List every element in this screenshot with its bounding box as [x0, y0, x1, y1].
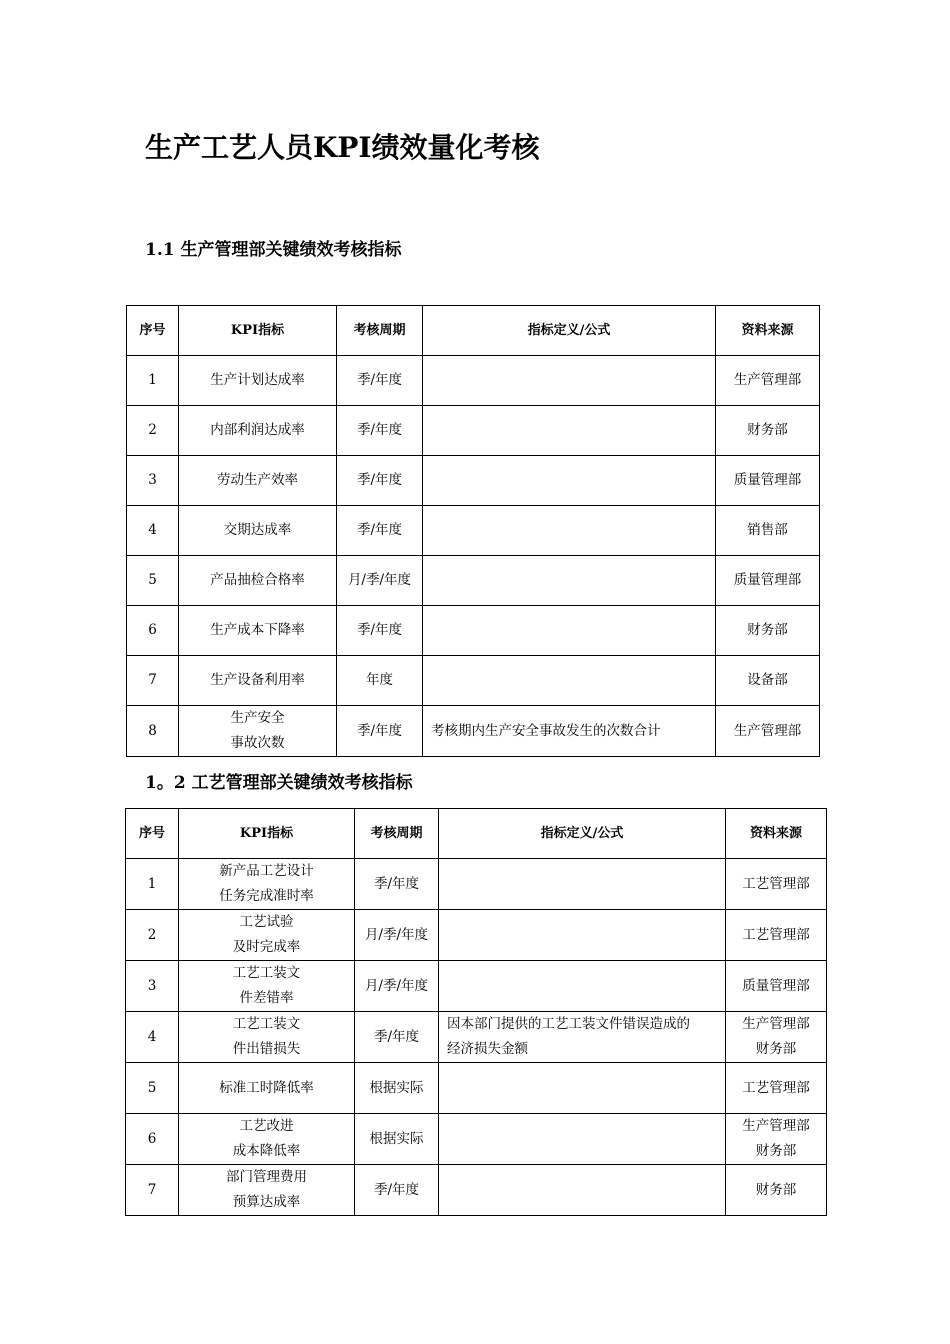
data-source-line: 生产管理部 [742, 1016, 810, 1032]
row-number: 2 [127, 406, 179, 456]
table-row [126, 1114, 827, 1165]
kpi-name-line: 劳动生产效率 [217, 472, 298, 488]
data-source-line: 工艺管理部 [742, 1079, 810, 1096]
kpi-name [179, 859, 355, 910]
kpi-definition [423, 706, 716, 757]
row-number: 7 [127, 656, 179, 706]
data-source-line: 财务部 [747, 622, 788, 638]
table-row [127, 706, 820, 757]
assessment-period: 季/年度 [337, 506, 423, 556]
header-no: 序号 [126, 809, 179, 859]
data-source-line: 工艺管理部 [742, 926, 810, 943]
production-kpi-table [126, 305, 820, 757]
table-row [127, 356, 820, 406]
section-heading-process: 1。2 工艺管理部关键绩效考核指标 [145, 773, 413, 793]
kpi-definition-line: 考核期内生产安全事故发生的次数合计 [431, 722, 661, 739]
kpi-definition [439, 1165, 726, 1216]
row-number: 3 [127, 456, 179, 506]
kpi-name-line: 生产安全 [230, 710, 285, 726]
kpi-definition [439, 859, 726, 910]
kpi-definition [423, 506, 716, 556]
data-source [716, 356, 820, 406]
data-source-line: 生产管理部 [733, 722, 802, 739]
header-source: 资料来源 [716, 306, 820, 356]
row-number: 7 [126, 1165, 179, 1216]
data-source [726, 859, 827, 910]
header-period: 考核周期 [337, 306, 423, 356]
data-source [716, 456, 820, 506]
header-source: 资料来源 [726, 809, 827, 859]
header-definition: 指标定义/公式 [423, 306, 716, 356]
kpi-name-line: 生产成本下降率 [210, 622, 305, 638]
row-number: 4 [127, 506, 179, 556]
kpi-name-line: 交期达成率 [223, 522, 292, 538]
data-source-line: 财务部 [755, 1041, 797, 1057]
row-number: 6 [126, 1114, 179, 1165]
kpi-name-line: 件出错损失 [232, 1041, 301, 1057]
kpi-definition-line: 因本部门提供的工艺工装文件错误造成的 [447, 1016, 690, 1032]
table-row [126, 1063, 827, 1114]
table-row [126, 910, 827, 961]
data-source [726, 910, 827, 961]
data-source [726, 961, 827, 1012]
assessment-period: 根据实际 [355, 1114, 439, 1165]
data-source [726, 1063, 827, 1114]
table-row [126, 859, 827, 910]
row-number: 2 [126, 910, 179, 961]
data-source [716, 556, 820, 606]
table-header-row [126, 809, 827, 859]
kpi-name-line: 产品抽检合格率 [210, 572, 305, 588]
header-no: 序号 [127, 306, 179, 356]
assessment-period: 季/年度 [355, 1012, 439, 1063]
table-row [127, 406, 820, 456]
header-definition: 指标定义/公式 [439, 809, 726, 859]
data-source [716, 606, 820, 656]
data-source [716, 506, 820, 556]
kpi-definition [423, 656, 716, 706]
kpi-name [179, 506, 337, 556]
kpi-definition-line: 经济损失金额 [447, 1041, 528, 1057]
table-row [127, 506, 820, 556]
kpi-name-line: 工艺试验 [239, 914, 294, 930]
header-period: 考核周期 [355, 809, 439, 859]
kpi-definition [423, 406, 716, 456]
data-source-line: 财务部 [747, 422, 788, 438]
data-source [716, 406, 820, 456]
table-row [126, 961, 827, 1012]
kpi-name-line: 工艺工装文 [232, 1016, 301, 1032]
data-source-line: 质量管理部 [733, 472, 802, 488]
header-kpi: KPI指标 [179, 809, 355, 859]
table-row [126, 1165, 827, 1216]
assessment-period: 月/季/年度 [355, 910, 439, 961]
assessment-period: 年度 [337, 656, 423, 706]
kpi-name [179, 1165, 355, 1216]
assessment-period: 季/年度 [337, 406, 423, 456]
process-kpi-table [125, 808, 827, 1216]
kpi-name-line: 工艺工装文 [232, 965, 301, 981]
kpi-name [179, 406, 337, 456]
production-kpi-body [127, 306, 820, 757]
kpi-name [179, 910, 355, 961]
kpi-name-line: 新产品工艺设计 [219, 863, 314, 879]
document-title: 生产工艺人员KPI绩效量化考核 [145, 131, 540, 164]
table-row [127, 606, 820, 656]
kpi-definition [423, 456, 716, 506]
kpi-name-line: 成本降低率 [232, 1143, 301, 1159]
kpi-definition [439, 961, 726, 1012]
assessment-period: 季/年度 [355, 859, 439, 910]
assessment-period: 季/年度 [337, 706, 423, 757]
assessment-period: 季/年度 [337, 606, 423, 656]
data-source-line: 工艺管理部 [742, 875, 810, 892]
kpi-name [179, 961, 355, 1012]
kpi-name-line: 及时完成率 [232, 939, 301, 955]
data-source [726, 1012, 827, 1063]
row-number: 4 [126, 1012, 179, 1063]
data-source [716, 706, 820, 757]
data-source-line: 质量管理部 [733, 572, 802, 588]
table-header-row [127, 306, 820, 356]
data-source-line: 生产管理部 [742, 1118, 810, 1134]
kpi-name-line: 事故次数 [230, 735, 285, 751]
row-number: 8 [127, 706, 179, 757]
kpi-name-line: 工艺改进 [239, 1118, 294, 1134]
kpi-name-line: 生产计划达成率 [210, 372, 305, 388]
kpi-name-line: 生产设备利用率 [210, 672, 305, 688]
assessment-period: 根据实际 [355, 1063, 439, 1114]
kpi-definition [439, 1012, 726, 1063]
kpi-name [179, 706, 337, 757]
kpi-name [179, 1114, 355, 1165]
kpi-definition [423, 606, 716, 656]
row-number: 5 [126, 1063, 179, 1114]
data-source-line: 生产管理部 [733, 372, 802, 388]
data-source-line: 财务部 [755, 1143, 797, 1159]
data-source-line: 设备部 [747, 672, 788, 688]
row-number: 1 [127, 356, 179, 406]
kpi-name [179, 556, 337, 606]
kpi-name-line: 件差错率 [239, 990, 294, 1006]
table-row [127, 556, 820, 606]
assessment-period: 月/季/年度 [337, 556, 423, 606]
row-number: 3 [126, 961, 179, 1012]
row-number: 1 [126, 859, 179, 910]
assessment-period: 季/年度 [337, 456, 423, 506]
data-source-line: 销售部 [747, 522, 788, 538]
data-source [716, 656, 820, 706]
kpi-definition [439, 1114, 726, 1165]
kpi-name [179, 606, 337, 656]
kpi-definition [439, 910, 726, 961]
kpi-name-line: 标准工时降低率 [219, 1079, 314, 1096]
table-row [127, 456, 820, 506]
kpi-name [179, 1012, 355, 1063]
kpi-name-line: 预算达成率 [232, 1194, 301, 1210]
data-source [726, 1165, 827, 1216]
assessment-period: 月/季/年度 [355, 961, 439, 1012]
kpi-definition [439, 1063, 726, 1114]
header-kpi: KPI指标 [179, 306, 337, 356]
kpi-name-line: 内部利润达成率 [210, 422, 305, 438]
row-number: 6 [127, 606, 179, 656]
kpi-name [179, 456, 337, 506]
assessment-period: 季/年度 [337, 356, 423, 406]
kpi-name [179, 356, 337, 406]
assessment-period: 季/年度 [355, 1165, 439, 1216]
data-source [726, 1114, 827, 1165]
kpi-definition [423, 356, 716, 406]
data-source-line: 质量管理部 [742, 977, 810, 994]
table-row [127, 656, 820, 706]
kpi-name [179, 1063, 355, 1114]
kpi-definition [423, 556, 716, 606]
section-heading-production: 1.1 生产管理部关键绩效考核指标 [145, 240, 402, 260]
data-source-line: 财务部 [755, 1181, 797, 1198]
kpi-name-line: 部门管理费用 [226, 1169, 307, 1185]
kpi-name [179, 656, 337, 706]
kpi-name-line: 任务完成准时率 [219, 888, 314, 904]
row-number: 5 [127, 556, 179, 606]
table-row [126, 1012, 827, 1063]
process-kpi-body [126, 809, 827, 1216]
